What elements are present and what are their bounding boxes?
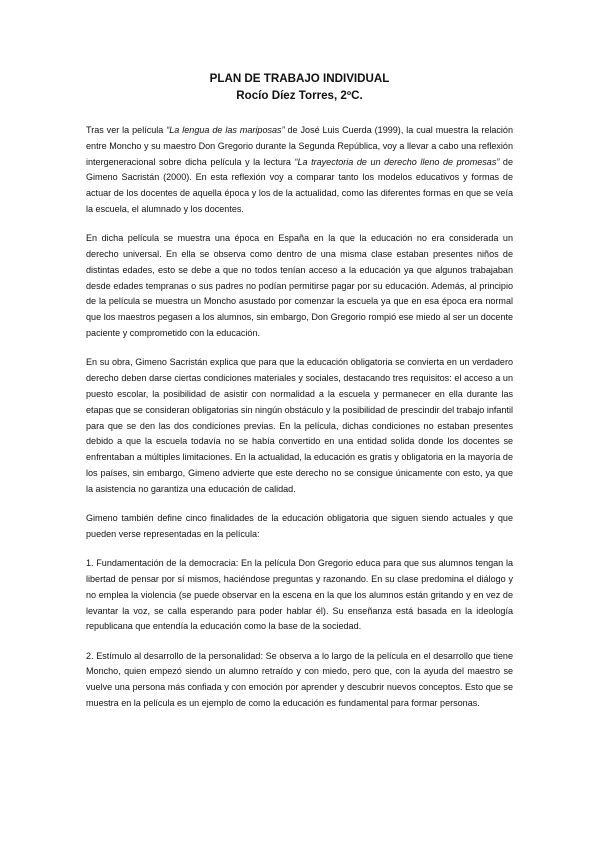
intro-text-2: de José Luis Cuerda (1999), la cual muestra la relación entre Moncho y su maestro Don Gregorio durante la Segunda República, voy a llevar a cabo una reflexión intergeneracional sobre dicha película y la lectura [86, 125, 513, 167]
film-title: “La lengua de las mariposas” [166, 125, 285, 135]
paragraph-film-era: En dicha película se muestra una época en España en la que la educación no era considerada un derecho universal. En ella se observa como dentro de una misma clase estaban presentes niños de distintas edades, esto se debe a que no todos tenían acceso a la educación ya que algunos trabajaban desde edades tempranas o sus padres no podían permitirse pagar por su educación. Además, al principio de la película se muestra un Moncho asustado por comenzar la escuela ya que en esa época era normal que los maestros pegasen a los alumnos, sin embargo, Don Gregorio rompió ese miedo al ser un docente paciente y comprometido con la educación. [86, 233, 513, 339]
paragraph-gimeno-conditions: En su obra, Gimeno Sacristán explica que para que la educación obligatoria se convierta en un verdadero derecho deben darse ciertas condiciones materiales y sociales, destacando tres requisitos: el acceso a un puesto escolar, la posibilidad de asistir con normalidad a la escuela y permanecer en ella durante las etapas que se consideran obligatorias sin ningún obstáculo y la posibilidad de prescindir del trabajo infantil para que se den las dos condiciones previas. En la película, dichas condiciones no estaban presentes debido a que la escuela todavía no se había convertido en una entidad solida donde los docentes se enfrentaban a múltiples limitaciones. En la actualidad, la educación es gratis y obligatoria en la mayoría de los países, sin embargo, Gimeno advierte que este derecho no se consigue únicamente con esto, ya que la asistencia no garantiza una educación de calidad. [86, 357, 513, 494]
author-line: Rocío Díez Torres, 2ºC. [236, 89, 363, 102]
intro-text-1: Tras ver la película [86, 125, 167, 135]
paragraph-five-purposes-intro: Gimeno también define cinco finalidades de la educación obligatoria que siguen siendo actuales y que pueden verse representadas en la película: [86, 513, 513, 539]
paragraph-purpose-democracy: 1. Fundamentación de la democracia: En la película Don Gregorio educa para que sus alumnos tengan la libertad de pensar por sí mismos, haciéndose preguntas y razonando. En su clase predomina el diálogo y no emplea la violencia (se puede observar en la escena en la que los alumnos están gritando y en vez de levantar la voz, se calla esperando para poder hablar él). Su enseñanza está basada en la ideología republicana que entendía la educación como la base de la sociedad. [86, 558, 513, 632]
paragraph-purpose-personality: 2. Estímulo al desarrollo de la personalidad: Se observa a lo largo de la película en el desarrollo que tiene Moncho, quien empezó siendo un alumno retraído y con miedo, pero que, con la ayuda del maestro se vuelve una persona más confiada y con emoción por aprender y descubrir nuevos conceptos. Esto que se muestra en la película es un ejemplo de como la educación es fundamental para formar personas. [86, 650, 513, 708]
reading-title: “La trayectoria de un derecho lleno de promesas” [294, 156, 500, 167]
document-title: PLAN DE TRABAJO INDIVIDUAL [209, 72, 390, 85]
intro-paragraph [86, 123, 513, 218]
intro-text-3: de Gimeno Sacristán (2000). En esta reflexión voy a comparar tanto los modelos educativos y formas de actuar de los docentes de aquella época y los de la actualidad, como las diferentes formas en que se veía la escuela, el alumnado y los docentes. [86, 156, 513, 214]
